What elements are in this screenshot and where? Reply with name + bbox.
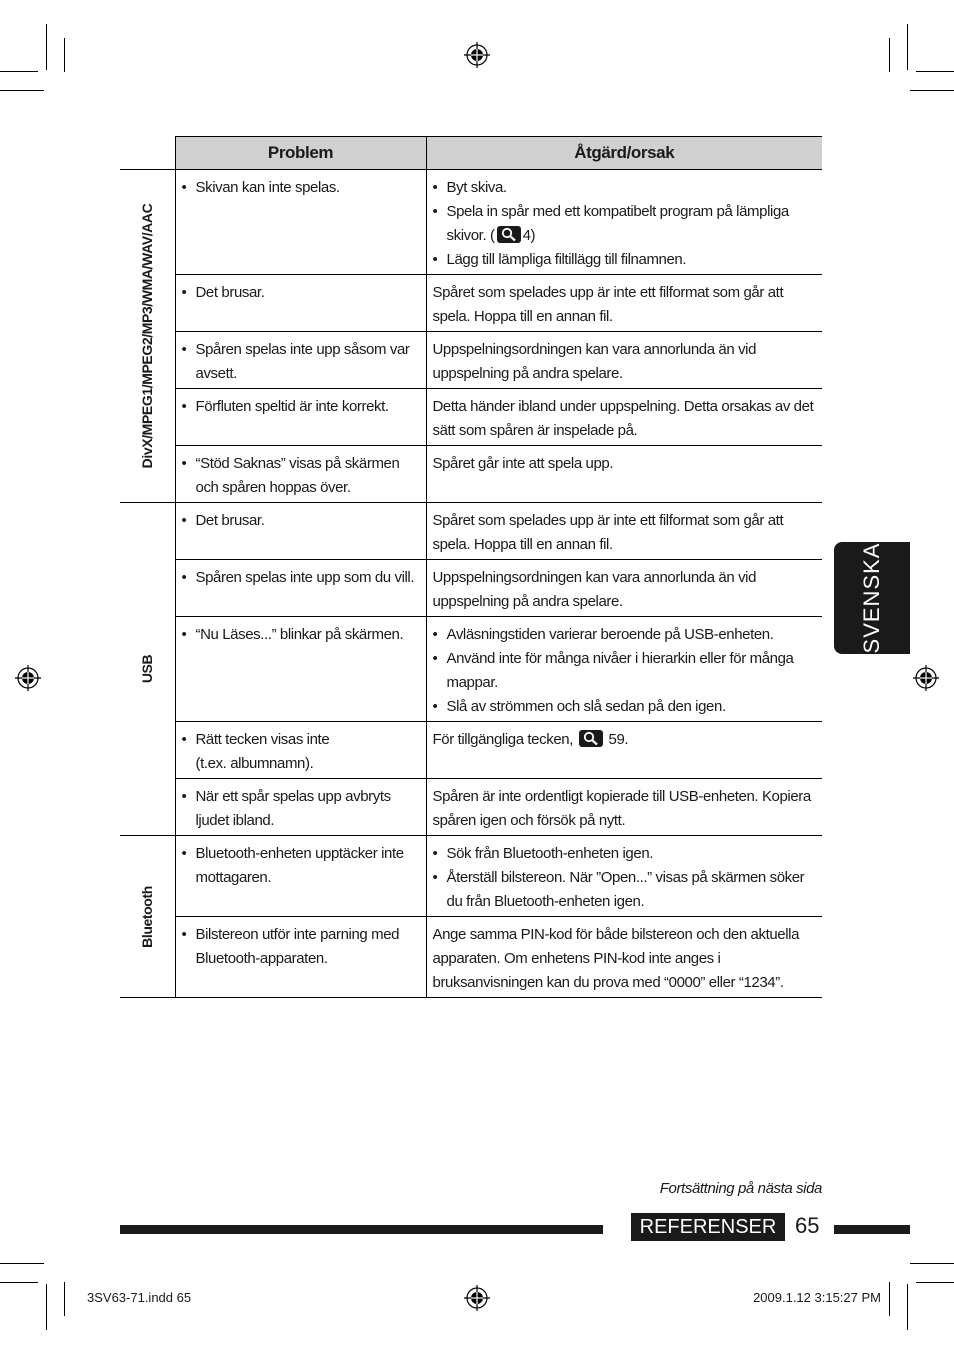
crop-mark bbox=[64, 1282, 65, 1316]
crop-mark bbox=[64, 38, 65, 72]
registration-mark-icon bbox=[913, 665, 939, 691]
category-label-bluetooth: Bluetooth bbox=[139, 885, 156, 948]
problem-line: Rätt tecken visas inte bbox=[195, 731, 330, 748]
list-item: • Det brusar. bbox=[182, 281, 420, 305]
list-item: • Återställ bilstereon. När ”Open...” visas på skärmen söker du från Bluetooth-enheten igen. bbox=[433, 866, 817, 914]
problem-cell bbox=[175, 617, 426, 722]
registration-mark-icon bbox=[464, 42, 490, 68]
list-item: • Lägg till lämpliga filtillägg till filnamnen. bbox=[433, 248, 817, 272]
table-row bbox=[120, 170, 822, 275]
section-bar-left bbox=[120, 1225, 603, 1234]
problem-cell bbox=[175, 446, 426, 503]
continued-note: Fortsättning på nästa sida bbox=[659, 1180, 822, 1197]
list-item: • “Stöd Saknas” visas på skärmen och spåren hoppas över. bbox=[182, 452, 420, 500]
table-row bbox=[120, 917, 822, 998]
table-row bbox=[120, 275, 822, 332]
registration-mark-icon bbox=[15, 665, 41, 691]
table-row bbox=[120, 503, 822, 560]
category-header bbox=[120, 137, 175, 170]
problem-cell bbox=[175, 170, 426, 275]
crop-mark bbox=[0, 1263, 44, 1264]
crop-mark bbox=[46, 1284, 47, 1330]
list-item: • Sök från Bluetooth-enheten igen. bbox=[433, 842, 817, 866]
problem-cell bbox=[175, 503, 426, 560]
action-cell: Detta händer ibland under uppspelning. Detta orsakas av det sätt som spåren är inspelade på. bbox=[426, 389, 822, 446]
list-item bbox=[433, 200, 817, 248]
list-item: • Spåren spelas inte upp som du vill. bbox=[182, 566, 420, 590]
action-text: Spela in spår med ett kompatibelt program på lämpliga skivor. ( bbox=[446, 203, 789, 244]
category-label-usb: USB bbox=[139, 654, 156, 684]
category-cell bbox=[120, 836, 175, 998]
table-row bbox=[120, 389, 822, 446]
list-item: • Slå av strömmen och slå sedan på den igen. bbox=[433, 695, 817, 719]
action-cell: Spåret som spelades upp är inte ett filformat som går att spela. Hoppa till en annan fil. bbox=[426, 275, 822, 332]
crop-mark bbox=[0, 71, 38, 72]
crop-mark bbox=[0, 1282, 38, 1283]
problem-cell bbox=[175, 836, 426, 917]
list-item: • Bluetooth-enheten upptäcker inte mottagaren. bbox=[182, 842, 420, 890]
list-item: • Bilstereon utför inte parning med Bluetooth-apparaten. bbox=[182, 923, 420, 971]
crop-mark bbox=[910, 1263, 954, 1264]
category-cell bbox=[120, 503, 175, 836]
table-row bbox=[120, 836, 822, 917]
list-item: • När ett spår spelas upp avbryts ljudet ibland. bbox=[182, 785, 420, 833]
action-cell bbox=[426, 836, 822, 917]
table-row bbox=[120, 560, 822, 617]
list-item: • Skivan kan inte spelas. bbox=[182, 176, 420, 200]
section-label: REFERENSER bbox=[631, 1213, 785, 1241]
list-item: • Det brusar. bbox=[182, 509, 420, 533]
page-reference: 4) bbox=[522, 227, 536, 244]
problem-line: (t.ex. albumnamn). bbox=[195, 755, 314, 772]
problem-cell bbox=[175, 275, 426, 332]
footer-timestamp: 2009.1.12 3:15:27 PM bbox=[753, 1290, 881, 1305]
language-tab bbox=[834, 542, 910, 654]
problem-cell bbox=[175, 722, 426, 779]
crop-mark bbox=[916, 1282, 954, 1283]
list-item: • Använd inte för många nivåer i hierarkin eller för många mappar. bbox=[433, 647, 817, 695]
crop-mark bbox=[46, 24, 47, 70]
category-label-divx: DivX/MPEG1/MPEG2/MP3/WMA/WAV/AAC bbox=[139, 203, 156, 469]
table-row bbox=[120, 779, 822, 836]
action-cell bbox=[426, 170, 822, 275]
action-cell: Spåret går inte att spela upp. bbox=[426, 446, 822, 503]
crop-mark bbox=[0, 90, 44, 91]
section-bar-right bbox=[834, 1225, 910, 1234]
problem-cell bbox=[175, 332, 426, 389]
language-tab-label: SVENSKA bbox=[859, 542, 884, 654]
list-item: • Avläsningstiden varierar beroende på USB-enheten. bbox=[433, 623, 817, 647]
registration-mark-icon bbox=[464, 1285, 490, 1311]
crop-mark bbox=[910, 90, 954, 91]
magnifier-icon bbox=[579, 730, 603, 747]
action-text: För tillgängliga tecken, bbox=[432, 731, 577, 748]
problem-cell bbox=[175, 917, 426, 998]
problem-cell bbox=[175, 560, 426, 617]
action-cell: Uppspelningsordningen kan vara annorlunda än vid uppspelning på andra spelare. bbox=[426, 560, 822, 617]
action-cell: Spåren är inte ordentligt kopierade till USB-enheten. Kopiera spåren igen och försök på nytt. bbox=[426, 779, 822, 836]
list-item: • Spåren spelas inte upp såsom var avsett. bbox=[182, 338, 420, 386]
page-number: 65 bbox=[795, 1213, 820, 1238]
action-cell: Spåret som spelades upp är inte ett filformat som går att spela. Hoppa till en annan fil. bbox=[426, 503, 822, 560]
table-row bbox=[120, 332, 822, 389]
list-item: • Förfluten speltid är inte korrekt. bbox=[182, 395, 420, 419]
table-row bbox=[120, 722, 822, 779]
footer-file-info: 3SV63-71.indd 65 bbox=[87, 1290, 192, 1305]
problem-cell bbox=[175, 779, 426, 836]
crop-mark bbox=[916, 71, 954, 72]
magnifier-icon bbox=[497, 226, 521, 243]
problem-cell bbox=[175, 389, 426, 446]
table-row bbox=[120, 617, 822, 722]
action-header: Åtgärd/orsak bbox=[426, 137, 822, 170]
crop-mark bbox=[907, 24, 908, 70]
list-item: • “Nu Läses...” blinkar på skärmen. bbox=[182, 623, 420, 647]
crop-mark bbox=[889, 1282, 890, 1316]
table-row bbox=[120, 446, 822, 503]
problem-header: Problem bbox=[175, 137, 426, 170]
action-cell bbox=[426, 617, 822, 722]
action-cell: Ange samma PIN-kod för både bilstereon och den aktuella apparaten. Om enhetens PIN-kod inte anges i bruksanvisningen kan du prova med “0000” eller “1234”. bbox=[426, 917, 822, 998]
list-item bbox=[182, 728, 420, 776]
action-cell: Uppspelningsordningen kan vara annorlunda än vid uppspelning på andra spelare. bbox=[426, 332, 822, 389]
table-header-row bbox=[120, 137, 822, 170]
troubleshooting-table bbox=[120, 136, 822, 998]
action-cell bbox=[426, 722, 822, 779]
list-item: • Byt skiva. bbox=[433, 176, 817, 200]
page-reference: 59. bbox=[604, 731, 629, 748]
crop-mark bbox=[889, 38, 890, 72]
category-cell bbox=[120, 170, 175, 503]
crop-mark bbox=[907, 1284, 908, 1330]
